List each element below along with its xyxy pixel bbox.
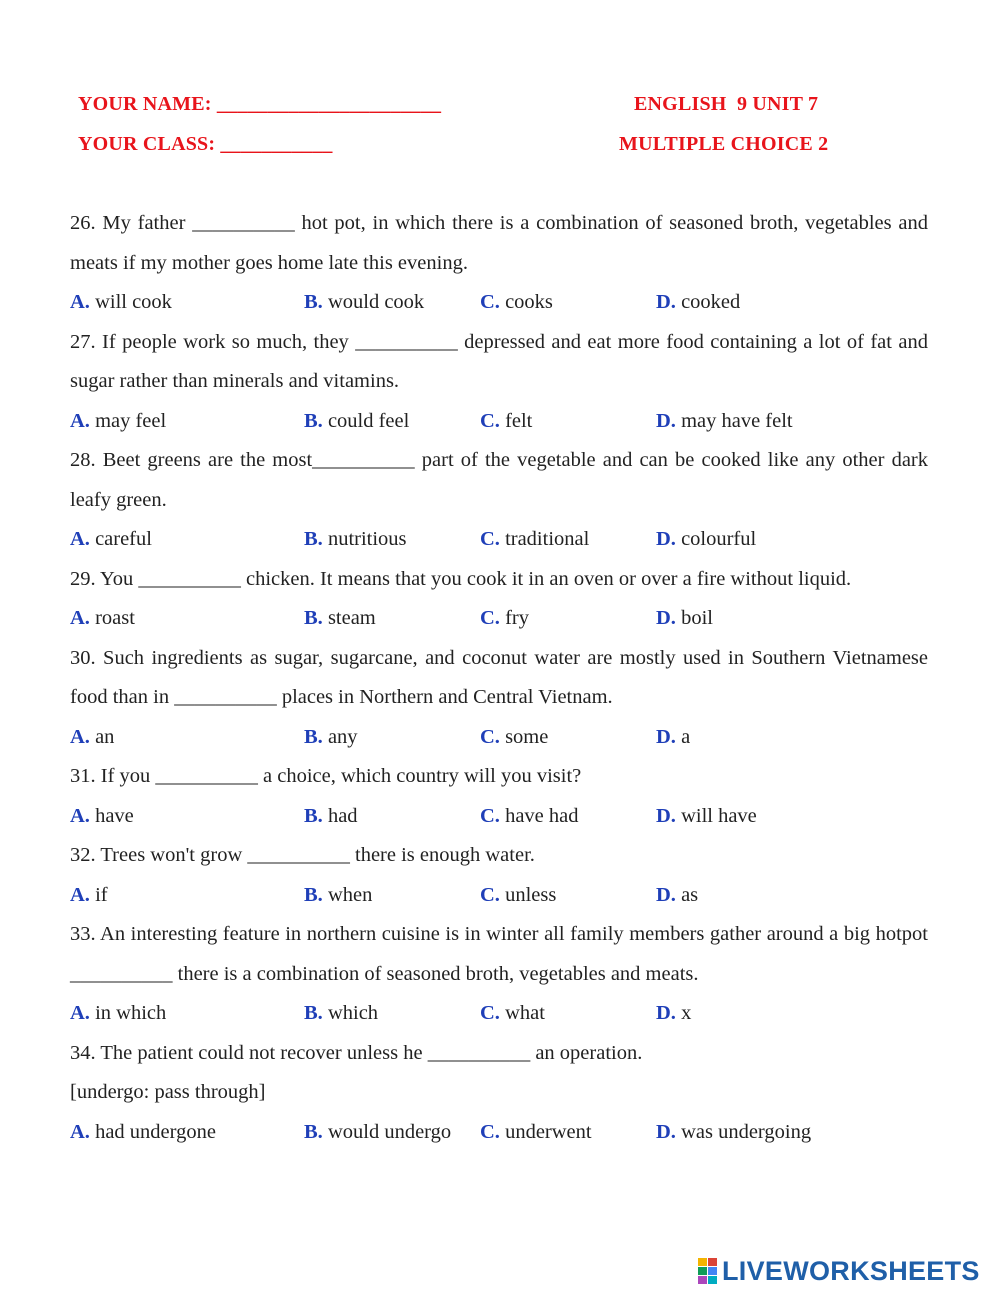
answer-options xyxy=(70,1113,928,1153)
option-b[interactable]: B. any xyxy=(304,725,358,748)
option-b[interactable]: B. which xyxy=(304,1002,379,1024)
option-d[interactable]: D. x xyxy=(656,1002,692,1024)
option-d[interactable]: D. colourful xyxy=(656,528,757,550)
option-c[interactable]: C. cooks xyxy=(480,291,553,313)
option-a[interactable]: A. careful xyxy=(70,528,152,550)
option-c[interactable]: C. some xyxy=(480,725,549,748)
option-d[interactable]: D. was undergoing xyxy=(656,1120,812,1143)
option-d[interactable]: D. as xyxy=(656,883,699,906)
option-d[interactable]: D. will have xyxy=(656,804,757,827)
question-34 xyxy=(70,1034,928,1153)
question-26 xyxy=(70,204,928,323)
option-b[interactable]: B. when xyxy=(304,883,373,906)
option-d[interactable]: D. cooked xyxy=(656,291,741,313)
worksheet-title: MULTIPLE CHOICE 2 xyxy=(619,133,829,155)
option-d[interactable]: D. boil xyxy=(656,607,713,629)
option-c[interactable]: C. have had xyxy=(480,804,579,827)
answer-options xyxy=(70,520,928,560)
option-b[interactable]: B. would cook xyxy=(304,291,425,313)
answer-options xyxy=(70,876,928,916)
option-a[interactable]: A. have xyxy=(70,804,134,827)
option-d[interactable]: D. may have felt xyxy=(656,409,793,432)
question-text: 32. Trees won't grow __________ there is enough water. xyxy=(70,844,535,866)
logo-wordmark: LIVEWORKSHEETS xyxy=(722,1256,980,1286)
option-c[interactable]: C. underwent xyxy=(480,1120,592,1143)
question-31 xyxy=(70,757,928,836)
answer-options xyxy=(70,599,928,639)
question-27 xyxy=(70,323,928,442)
question-text: 30. Such ingredients as sugar, sugarcane, and coconut water are mostly used in Southern Vietnamese food than in __________ places in Northern and Central Vietnam. xyxy=(70,646,928,708)
option-a[interactable]: A. if xyxy=(70,883,108,906)
name-field-label: YOUR NAME: ______________________ xyxy=(78,93,442,115)
question-32 xyxy=(70,836,928,915)
option-d[interactable]: D. a xyxy=(656,725,691,748)
question-28 xyxy=(70,441,928,560)
question-33 xyxy=(70,915,928,1034)
option-c[interactable]: C. unless xyxy=(480,883,557,906)
subject-title: ENGLISH 9 UNIT 7 xyxy=(634,93,819,115)
question-text: 34. The patient could not recover unless he __________ an operation. xyxy=(70,1041,643,1064)
option-b[interactable]: B. steam xyxy=(304,607,376,629)
option-a[interactable]: A. will cook xyxy=(70,291,172,313)
answer-options xyxy=(70,402,928,442)
question-text: 28. Beet greens are the most__________ part of the vegetable and can be cooked like any other dark leafy green. xyxy=(70,449,928,511)
liveworksheets-mark-icon xyxy=(698,1258,718,1284)
answer-options xyxy=(70,797,928,837)
option-c[interactable]: C. traditional xyxy=(480,528,590,550)
question-text: 27. If people work so much, they __________ depressed and eat more food containing a lot of fat and sugar rather than minerals and vitamins. xyxy=(70,330,928,392)
answer-options xyxy=(70,994,928,1034)
option-b[interactable]: B. nutritious xyxy=(304,528,407,550)
option-a[interactable]: A. in which xyxy=(70,1002,167,1024)
option-a[interactable]: A. had undergone xyxy=(70,1120,216,1143)
option-a[interactable]: A. may feel xyxy=(70,409,167,432)
option-b[interactable]: B. had xyxy=(304,804,358,827)
question-text: 33. An interesting feature in northern cuisine is in winter all family members gather around a big hotpot __________ there is a combination of seasoned broth, vegetables and meats. xyxy=(70,923,928,985)
option-b[interactable]: B. would undergo xyxy=(304,1120,452,1143)
option-b[interactable]: B. could feel xyxy=(304,409,410,432)
question-text: 31. If you __________ a choice, which country will you visit? xyxy=(70,765,582,787)
question-text: 26. My father __________ hot pot, in which there is a combination of seasoned broth, vegetables and meats if my mother goes home late this evening. xyxy=(70,212,928,274)
option-c[interactable]: C. fry xyxy=(480,607,529,629)
class-field-label: YOUR CLASS: ___________ xyxy=(78,133,333,155)
liveworksheets-logo xyxy=(698,1255,980,1287)
answer-options xyxy=(70,718,928,758)
question-30 xyxy=(70,639,928,758)
option-c[interactable]: C. felt xyxy=(480,409,533,432)
option-a[interactable]: A. an xyxy=(70,725,115,748)
vocabulary-note: [undergo: pass through] xyxy=(70,1081,266,1103)
option-c[interactable]: C. what xyxy=(480,1002,545,1024)
question-list xyxy=(70,204,928,1152)
question-29 xyxy=(70,560,928,639)
question-text: 29. You __________ chicken. It means that you cook it in an oven or over a fire without liquid. xyxy=(70,567,852,590)
option-a[interactable]: A. roast xyxy=(70,607,135,629)
answer-options xyxy=(70,283,928,323)
